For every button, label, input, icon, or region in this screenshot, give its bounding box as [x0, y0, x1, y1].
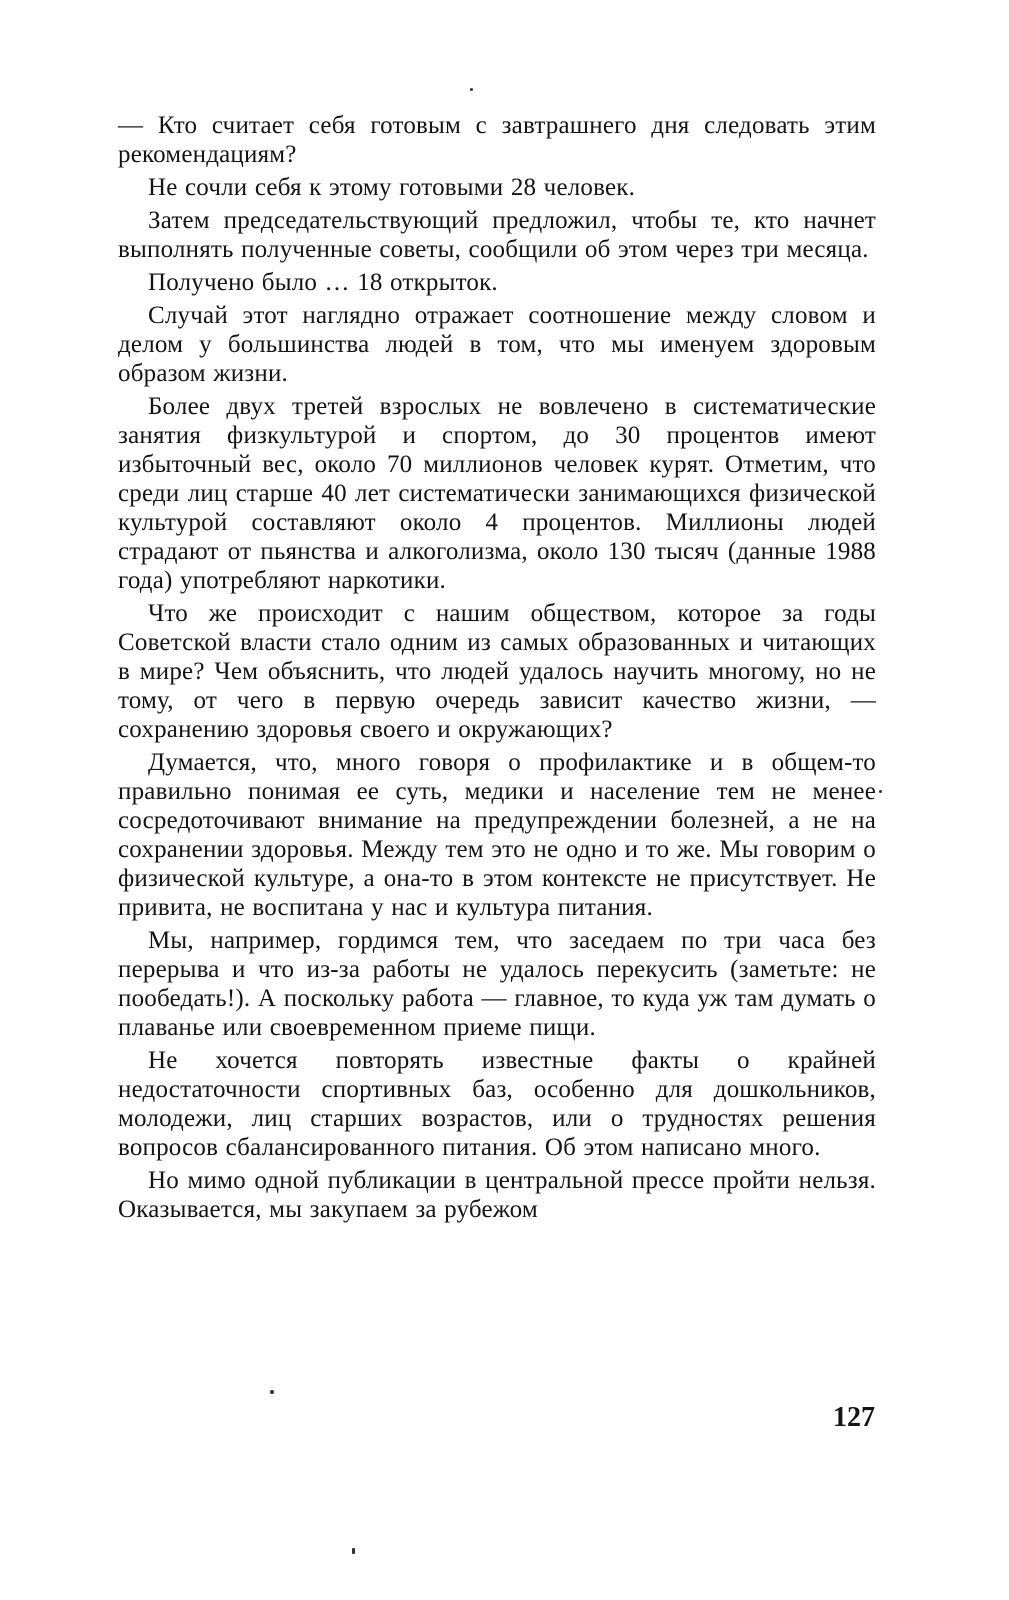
paragraph-refusal-count: Не сочли себя к этому готовыми 28 человек.: [148, 174, 636, 201]
body-text: [118, 111, 876, 1228]
print-speck: [470, 88, 473, 91]
paragraph-society-question: Что же происходит с нашим обществом, которое за годы Советской власти стало одним из самых образованных и читающих в мире? Чем объяснить, что людей удалось научить многому, но не тому, от чего в первую очередь зависит качество жизни, — сохранению здоровья своего и окружающих?: [118, 600, 876, 743]
page-number: 127: [833, 1402, 875, 1433]
paragraph-dialogue-question: — Кто считает себя готовым с завтрашнего дня следовать этим рекомендациям?: [118, 112, 876, 168]
paragraph-meetings: Мы, например, гордимся тем, что заседаем по три часа без перерыва и что из-за работы не удалось перекусить (заметьте: не пообедать!). А поскольку работа — главное, то куда уж там думать о плаванье или своевременном приеме пищи.: [118, 927, 876, 1041]
print-speck: [879, 790, 882, 793]
paragraph-word-and-deed: Случай этот наглядно отражает соотношение между словом и делом у большинства людей в том, что мы именуем здоровым образом жизни.: [118, 302, 876, 387]
print-speck: [270, 1390, 274, 1394]
paragraph-postcards-received: Получено было … 18 открыток.: [148, 269, 498, 296]
paragraph-publication: Но мимо одной публикации в центральной прессе пройти нельзя. Оказывается, мы закупаем за рубежом: [118, 1167, 876, 1223]
paragraph-prevention: Думается, что, много говоря о профилактике и в общем-то правильно понимая ее суть, медики и население тем не менее сосредоточивают внимание на предупреждении болезней, а не на сохранении здоровья. Между тем это не одно и то же. Мы говорим о физической культуре, а она-то в этом контексте не присутствует. Не привита, не воспитана у нас и культура питания.: [118, 749, 876, 921]
print-speck: [352, 1548, 355, 1554]
paragraph-chairman-proposal: Затем председательствующий предложил, чтобы те, кто начнет выполнять полученные советы, сообщили об этом через три месяца.: [118, 207, 876, 263]
paragraph-sport-facilities: Не хочется повторять известные факты о крайней недостаточности спортивных баз, особенно для дошкольников, молодежи, лиц старших возрастов, или о трудностях решения вопросов сбалансированного питания. Об этом написано много.: [118, 1047, 876, 1161]
paragraph-statistics: Более двух третей взрослых не вовлечено в систематические занятия физкультурой и спортом, до 30 процентов имеют избыточный вес, около 70 миллионов человек курят. Отметим, что среди лиц старше 40 лет систематически занимающихся физической культурой составляют около 4 процентов. Миллионы людей страдают от пьянства и алкоголизма, около 130 тысяч (данные 1988 года) употребляют наркотики.: [118, 393, 876, 594]
